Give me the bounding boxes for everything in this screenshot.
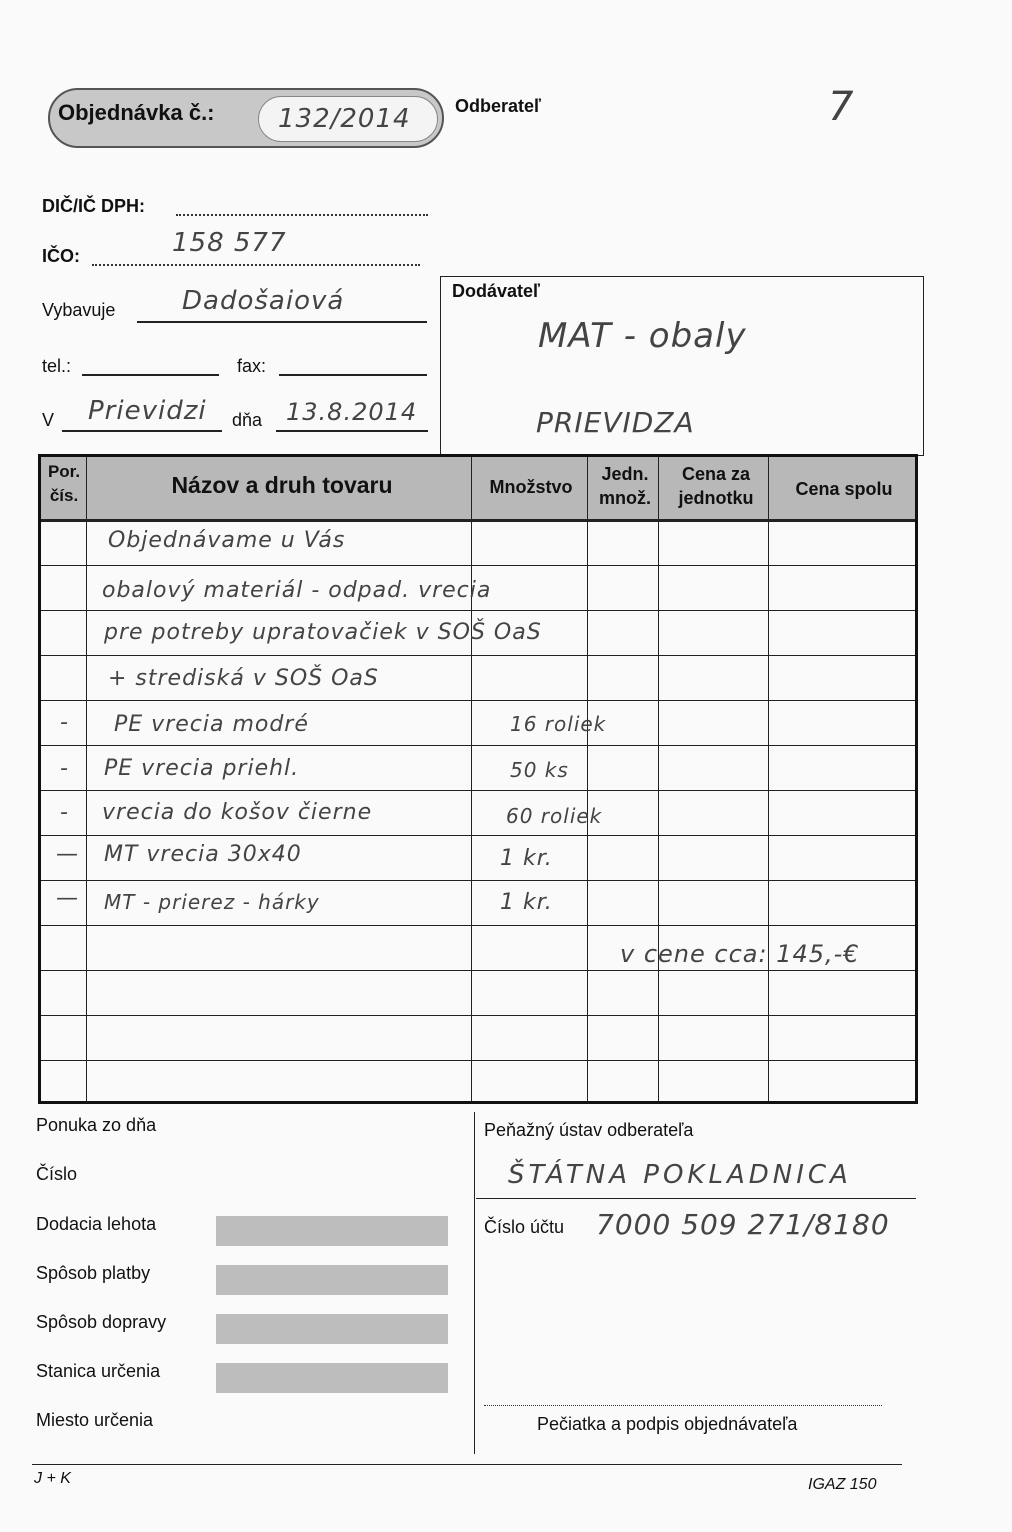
row-divider: [41, 880, 915, 881]
col-divider: [658, 457, 659, 1101]
row-2-desc: obalový materiál - odpad. vrecia: [102, 578, 492, 603]
row-8-num: —: [56, 842, 79, 867]
ico-line: [92, 264, 420, 266]
date-label: dňa: [232, 410, 263, 430]
col-divider: [768, 457, 769, 1101]
date-line: [276, 430, 428, 432]
handled-by-line: [137, 321, 427, 323]
order-label: Objednávka č.:: [58, 100, 215, 125]
col-divider: [86, 457, 87, 1101]
row-1-desc: Objednávame u Vás: [108, 528, 346, 553]
row-3-desc: pre potreby upratovačiek v SOŠ OaS: [104, 620, 542, 645]
payment-method-label: Spôsob platby: [36, 1263, 151, 1283]
supplier-city: PRIEVIDZA: [536, 406, 695, 439]
offer-number-label: Číslo: [36, 1164, 78, 1184]
signature-line: [484, 1405, 882, 1406]
row-5-num: -: [60, 710, 69, 735]
date-value: 13.8.2014: [286, 398, 418, 426]
in-value: Prievidzi: [88, 396, 207, 426]
total-note: v cene cca: 145,-€: [620, 940, 860, 968]
destination-station-field: [216, 1363, 448, 1393]
th-unit: Jedn. množ.: [599, 464, 651, 508]
row-9-num: —: [56, 886, 79, 911]
th-item-name: Názov a druh tovaru: [171, 472, 393, 498]
dic-line: [176, 214, 428, 216]
corner-mark: 7: [828, 84, 855, 130]
tel-label: tel.:: [42, 356, 72, 376]
payment-method-field: [216, 1265, 448, 1295]
col-divider: [471, 457, 472, 1101]
destination-station-label: Stanica určenia: [36, 1361, 161, 1381]
handled-by-label: Vybavuje: [42, 300, 116, 320]
th-order-number: Por. čís.: [47, 462, 81, 505]
row-divider: [41, 790, 915, 791]
row-divider: [41, 970, 915, 971]
form-code: IGAZ 150: [808, 1476, 877, 1493]
tel-line: [82, 374, 219, 376]
row-divider: [41, 700, 915, 701]
offer-date-label: Ponuka zo dňa: [36, 1115, 157, 1135]
buyer-label: Odberateľ: [455, 96, 541, 116]
row-divider: [41, 835, 915, 836]
ico-label: IČO:: [42, 246, 80, 266]
destination-place-label: Miesto určenia: [36, 1410, 154, 1430]
row-7-desc: vrecia do košov čierne: [102, 800, 373, 825]
delivery-term-field: [216, 1216, 448, 1246]
th-unit-price: Cena za jednotku: [678, 464, 754, 508]
transport-method-label: Spôsob dopravy: [36, 1312, 167, 1332]
account-label: Číslo účtu: [484, 1217, 565, 1237]
bank-line: [476, 1198, 916, 1199]
row-divider: [41, 565, 915, 566]
bottom-rule: [32, 1464, 902, 1465]
handled-by-value: Dadošaiová: [182, 286, 345, 316]
row-6-desc: PE vrecia priehl.: [104, 756, 300, 781]
row-9-desc: MT - prierez - hárky: [104, 890, 320, 914]
in-line: [62, 430, 222, 432]
row-4-desc: + strediská v SOŠ OaS: [108, 666, 379, 691]
row-6-num: -: [60, 756, 69, 781]
transport-method-field: [216, 1314, 448, 1344]
supplier-label: Dodávateľ: [452, 281, 540, 301]
row-divider: [41, 1060, 915, 1061]
th-quantity: Množstvo: [489, 477, 573, 497]
row-divider: [41, 1015, 915, 1016]
order-number-value: 132/2014: [278, 104, 411, 134]
bank-value: ŠTÁTNA POKLADNICA: [508, 1160, 852, 1190]
row-divider: [41, 655, 915, 656]
row-8-desc: MT vrecia 30x40: [104, 842, 302, 867]
bank-label: Peňažný ústav odberateľa: [484, 1120, 694, 1140]
dic-label: DIČ/IČ DPH:: [42, 196, 145, 216]
row-divider: [41, 610, 915, 611]
delivery-term-label: Dodacia lehota: [36, 1214, 157, 1234]
header-divider: [41, 519, 915, 522]
col-divider: [587, 457, 588, 1101]
row-8-qty: 1 kr.: [500, 846, 553, 871]
row-7-qty: 60 roliek: [506, 804, 603, 828]
stamp-signature-label: Pečiatka a podpis objednávateľa: [537, 1414, 798, 1434]
row-7-num: -: [60, 800, 69, 825]
row-5-qty: 16 roliek: [510, 712, 607, 736]
account-value: 7000 509 271/8180: [596, 1208, 890, 1241]
in-label: V: [42, 410, 55, 430]
footer-divider: [474, 1112, 475, 1454]
publisher-mark: J + K: [34, 1470, 71, 1487]
row-5-desc: PE vrecia modré: [114, 712, 309, 737]
fax-label: fax:: [237, 356, 267, 376]
row-divider: [41, 925, 915, 926]
row-divider: [41, 745, 915, 746]
supplier-name: MAT - obaly: [538, 316, 747, 356]
fax-line: [279, 374, 427, 376]
row-9-qty: 1 kr.: [500, 890, 553, 915]
ico-value: 158 577: [172, 228, 287, 258]
row-6-qty: 50 ks: [510, 758, 569, 782]
th-total-price: Cena spolu: [795, 479, 893, 499]
